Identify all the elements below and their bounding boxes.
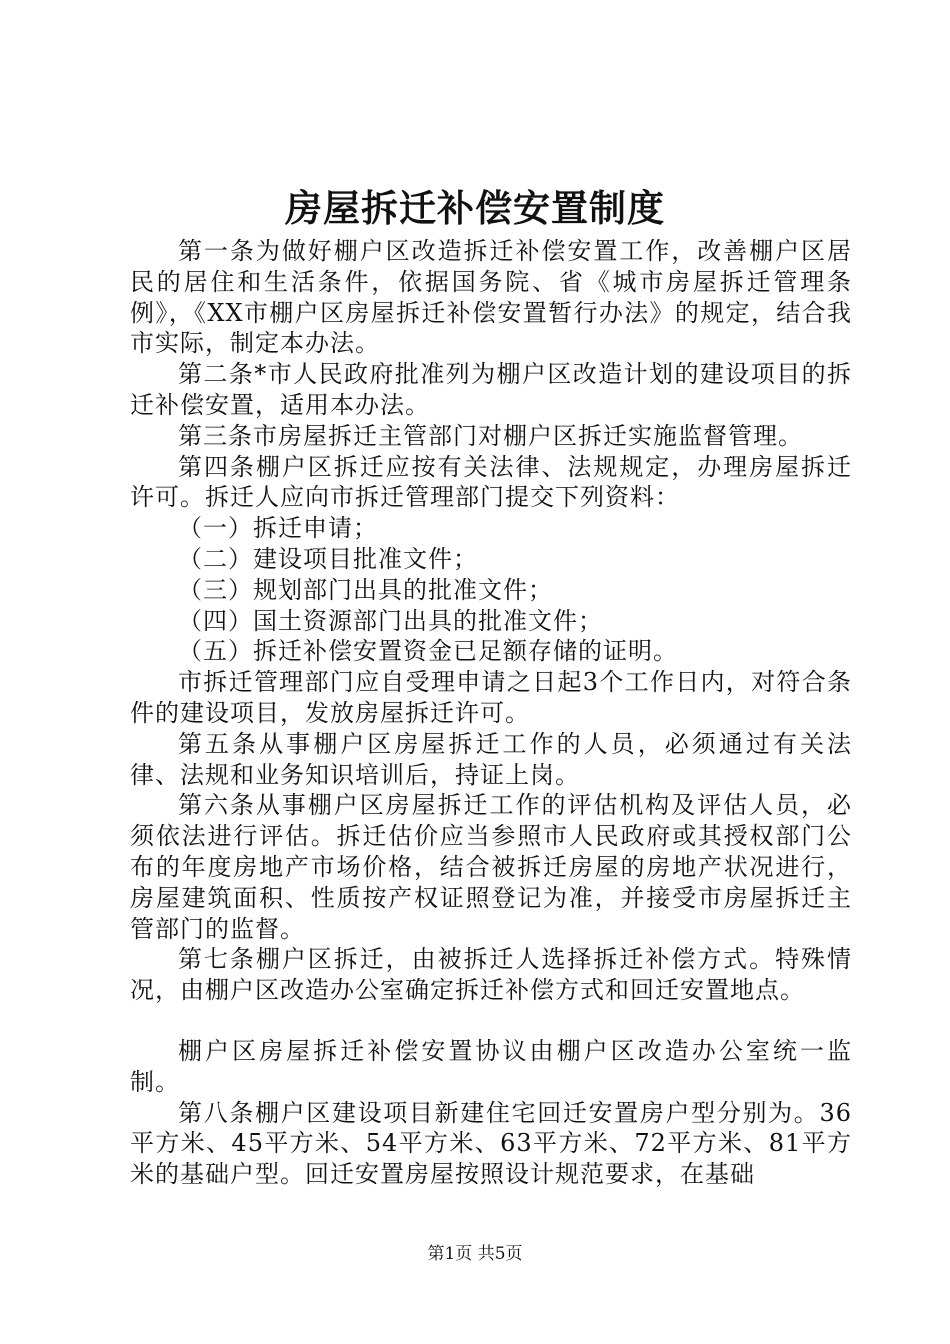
paragraph-article-7: 第七条棚户区拆迁，由被拆迁人选择拆迁补偿方式。特殊情况，由棚户区改造办公室确定拆迁补偿方式和回迁安置地点。 <box>130 945 852 1005</box>
paragraph-article-2: 第二条*市人民政府批准列为棚户区改造计划的建设项目的拆迁补偿安置，适用本办法。 <box>130 360 852 419</box>
list-item-2: （二）建设项目批准文件； <box>178 544 478 573</box>
list-item-4: （四）国土资源部门出具的批准文件； <box>178 606 603 635</box>
paragraph-article-8: 第八条棚户区建设项目新建住宅回迁安置房户型分别为。36平方米、45平方米、54平方米、63平方米、72平方米、81平方米的基础户型。回迁安置房屋按照设计规范要求，在基础 <box>130 1098 852 1189</box>
list-item-3: （三）规划部门出具的批准文件； <box>178 575 553 604</box>
paragraph-article-6: 第六条从事棚户区房屋拆迁工作的评估机构及评估人员，必须依法进行评估。拆迁估价应当参照市人民政府或其授权部门公布的年度房地产市场价格，结合被拆迁房屋的房地产状况进行，房屋建筑面积、性质按产权证照登记为准，并接受市房屋拆迁主管部门的监督。 <box>130 791 852 943</box>
paragraph-article-3: 第三条市房屋拆迁主管部门对棚户区拆迁实施监督管理。 <box>178 421 803 450</box>
paragraph-gap <box>130 1006 852 1036</box>
list-item-1: （一）拆迁申请； <box>178 514 378 543</box>
paragraph-article-4: 第四条棚户区拆迁应按有关法律、法规规定，办理房屋拆迁许可。拆迁人应向市拆迁管理部门提交下列资料： <box>130 452 852 512</box>
document-title: 房屋拆迁补偿安置制度 <box>285 186 665 230</box>
document-body <box>130 236 852 1190</box>
paragraph-article-5: 第五条从事棚户区房屋拆迁工作的人员，必须通过有关法律、法规和业务知识培训后，持证上岗。 <box>130 729 852 789</box>
page-footer: 第1页 共5页 <box>427 1244 523 1264</box>
paragraph-article-1: 第一条为做好棚户区改造拆迁补偿安置工作，改善棚户区居民的居住和生活条件，依据国务院、省《城市房屋拆迁管理条例》，《XX市棚户区房屋拆迁补偿安置暂行办法》的规定，结合我市实际，制定本办法。 <box>130 237 852 358</box>
paragraph-permit: 市拆迁管理部门应自受理申请之日起3个工作日内，对符合条件的建设项目，发放房屋拆迁许可。 <box>130 668 852 727</box>
paragraph-agreement: 棚户区房屋拆迁补偿安置协议由棚户区改造办公室统一监制。 <box>130 1036 852 1096</box>
list-item-5: （五）拆迁补偿安置资金已足额存储的证明。 <box>178 637 678 666</box>
